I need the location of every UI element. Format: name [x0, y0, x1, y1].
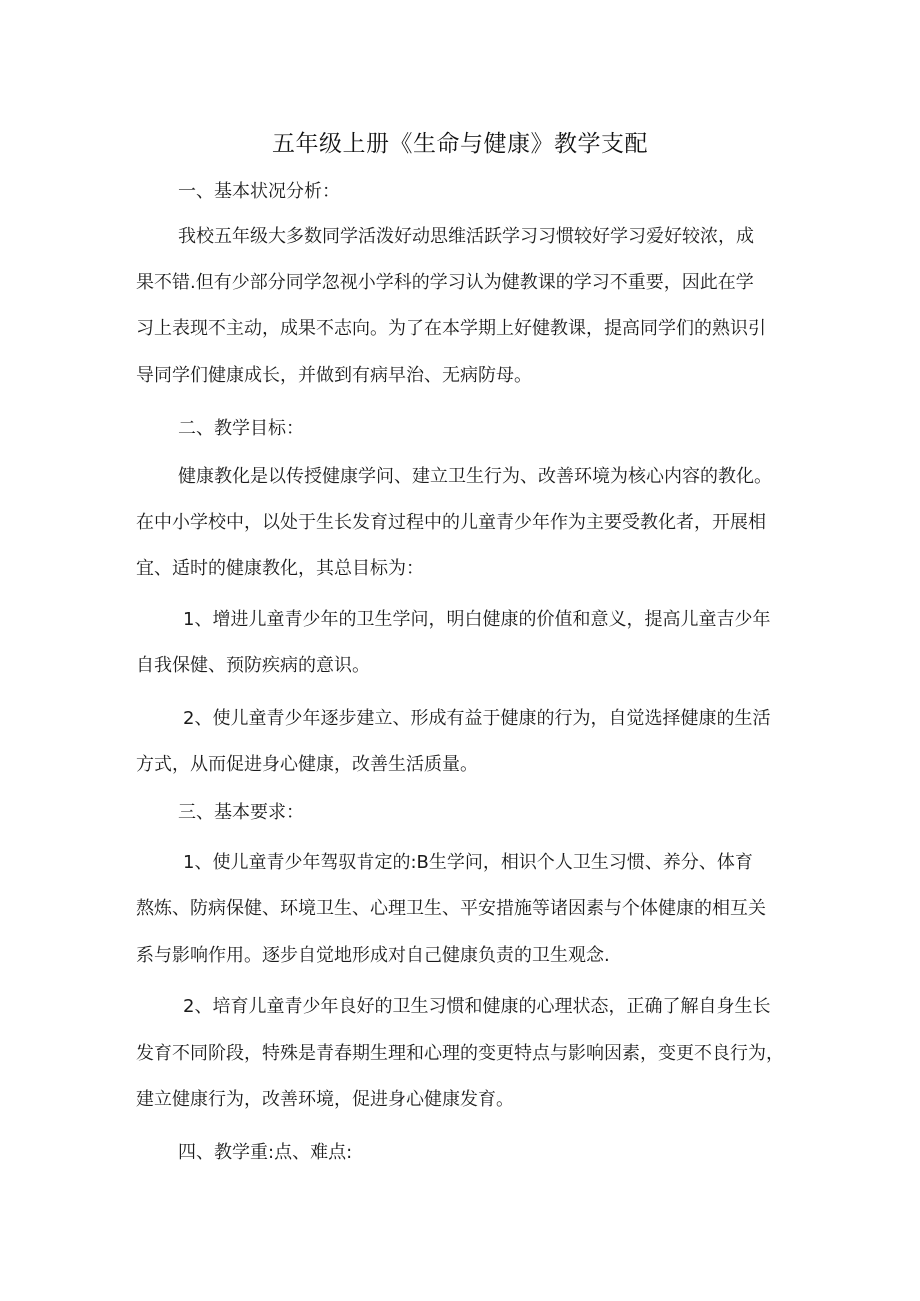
section-heading-teaching-goals: 二、教学目标：: [178, 418, 304, 439]
document-title: 五年级上册《生命与健康》教学支配: [272, 131, 648, 157]
list-item-line: 系与影响作用。逐步自觉地形成对自己健康负责的卫生观念.: [136, 945, 610, 966]
section-heading-basic-requirements: 三、基本要求：: [178, 802, 304, 823]
list-item-line: 熬炼、防病保健、环境卫生、心理卫生、平安措施等诸因素与个体健康的相互关: [136, 898, 766, 919]
list-item-line: 方式，从而促进身心健康，改善生活质量。: [136, 754, 478, 775]
section-heading-key-points: 四、教学重:点、难点:: [178, 1142, 353, 1163]
paragraph-line: 我校五年级大多数同学活泼好动思维活跃学习习惯较好学习爱好较浓，成: [178, 226, 754, 247]
paragraph-line: 宜、适时的健康教化，其总目标为：: [136, 558, 424, 579]
list-item-line: 1、使儿童青少年驾驭肯定的:B生学问，相识个人卫生习惯、养分、体育: [183, 852, 753, 873]
list-item-line: 发育不同阶段，特殊是青春期生理和心理的变更特点与影响因素，变更不良行为，: [136, 1043, 784, 1064]
paragraph-line: 健康教化是以传授健康学问、建立卫生行为、改善环境为核心内容的教化。: [178, 466, 772, 487]
list-item-line: 建立健康行为，改善环境，促进身心健康发育。: [136, 1089, 514, 1110]
list-item-line: 2、培育儿童青少年良好的卫生习惯和健康的心理状态，正确了解自身生长: [183, 996, 771, 1017]
list-item-line: 2、使儿童青少年逐步建立、形成有益于健康的行为，自觉选择健康的生活: [183, 708, 771, 729]
paragraph-line: 在中小学校中，以处于生长发育过程中的儿童青少年作为主要受教化者，开展相: [136, 512, 766, 533]
paragraph-line: 导同学们健康成长，并做到有病早治、无病防母。: [136, 365, 532, 386]
paragraph-line: 习上表现不主动，成果不志向。为了在本学期上好健教课，提高同学们的熟识引: [136, 318, 766, 339]
section-heading-basic-situation: 一、基本状况分析：: [178, 181, 340, 202]
paragraph-line: 果不错.但有少部分同学忽视小学科的学习认为健教课的学习不重要，因此在学: [136, 272, 754, 293]
list-item-line: 1、增进儿童青少年的卫生学问，明白健康的价值和意义，提高儿童吉少年: [183, 609, 771, 630]
list-item-line: 自我保健、预防疾病的意识。: [136, 655, 370, 676]
